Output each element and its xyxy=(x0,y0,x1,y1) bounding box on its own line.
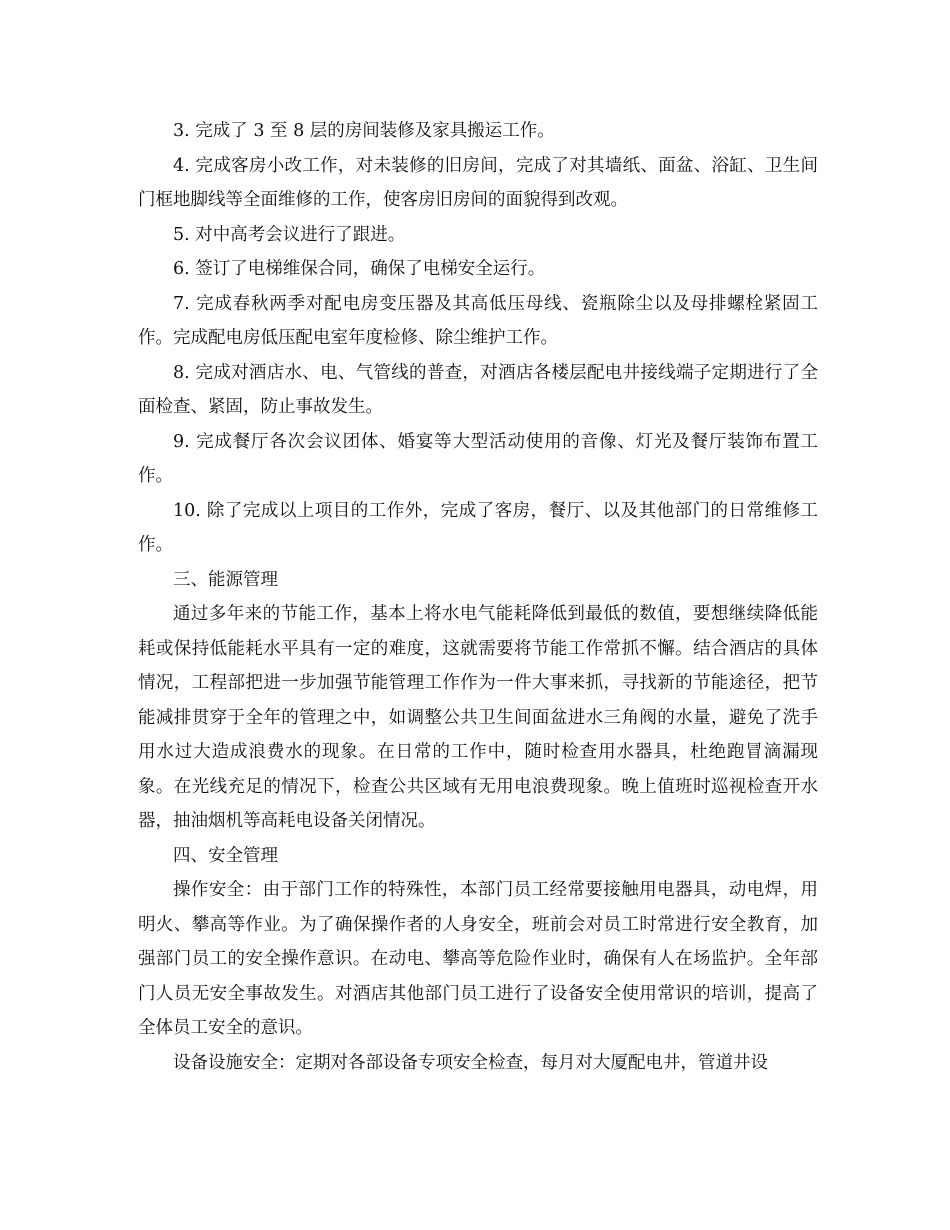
document-page xyxy=(138,114,818,1080)
item-10-daily-maintenance: 10. 除了完成以上项目的工作外，完成了客房，餐厅、以及其他部门的日常维修工作。 xyxy=(138,500,818,555)
operation-safety-paragraph: 操作安全：由于部门工作的特殊性，本部门员工经常要接触用电器具，动电焊，用明火、攀高等作业。为了确保操作者的人身安全，班前会对员工时常进行安全教育，加强部门员工的安全操作意识。在动电、攀高等危险作业时，确保有人在场监护。全年部门人员无安全事故发生。对酒店其他部门员工进行了设备安全使用常识的培训，提高了全体员工安全的意识。 xyxy=(138,880,818,1038)
item-4-guest-room-repair: 4. 完成客房小改工作，对未装修的旧房间，完成了对其墙纸、面盆、浴缸、卫生间门框地脚线等全面维修的工作，使客房旧房间的面貌得到改观。 xyxy=(138,155,818,210)
energy-management-paragraph: 通过多年来的节能工作，基本上将水电气能耗降低到最低的数值，要想继续降低能耗或保持低能耗水平具有一定的难度，这就需要将节能工作常抓不懈。结合酒店的具体情况，工程部把进一步加强节能管理工作作为一件大事来抓，寻找新的节能途径，把节能减排贯穿于全年的管理之中，如调整公共卫生间面盆进水三角阀的水量，避免了洗手用水过大造成浪费水的现象。在日常的工作中，随时检查用水器具，杜绝跑冒滴漏现象。在光线充足的情况下，检查公共区域有无用电浪费现象。晚上值班时巡视检查开水器，抽油烟机等高耗电设备关闭情况。 xyxy=(138,604,818,831)
item-5-exam-meeting: 5. 对中高考会议进行了跟进。 xyxy=(173,224,406,245)
section-heading-safety: 四、安全管理 xyxy=(173,845,278,866)
facility-safety-paragraph: 设备设施安全：定期对各部设备专项安全检查，每月对大厦配电井，管道井设 xyxy=(173,1052,768,1073)
item-6-elevator-contract: 6. 签订了电梯维保合同，确保了电梯安全运行。 xyxy=(173,259,546,279)
item-7-power-room-maintenance: 7. 完成春秋两季对配电房变压器及其高低压母线、瓷瓶除尘以及母排螺栓紧固工作。完成配电房低压配电室年度检修、除尘维护工作。 xyxy=(138,293,818,348)
item-9-event-setup: 9. 完成餐厅各次会议团体、婚宴等大型活动使用的音像、灯光及餐厅装饰布置工作。 xyxy=(138,431,818,486)
item-8-pipeline-inspection: 8. 完成对酒店水、电、气管线的普查，对酒店各楼层配电井接线端子定期进行了全面检查、紧固，防止事故发生。 xyxy=(138,362,818,417)
item-3-room-renovation: 3. 完成了 3 至 8 层的房间装修及家具搬运工作。 xyxy=(173,121,555,141)
section-heading-energy: 三、能源管理 xyxy=(173,569,278,590)
